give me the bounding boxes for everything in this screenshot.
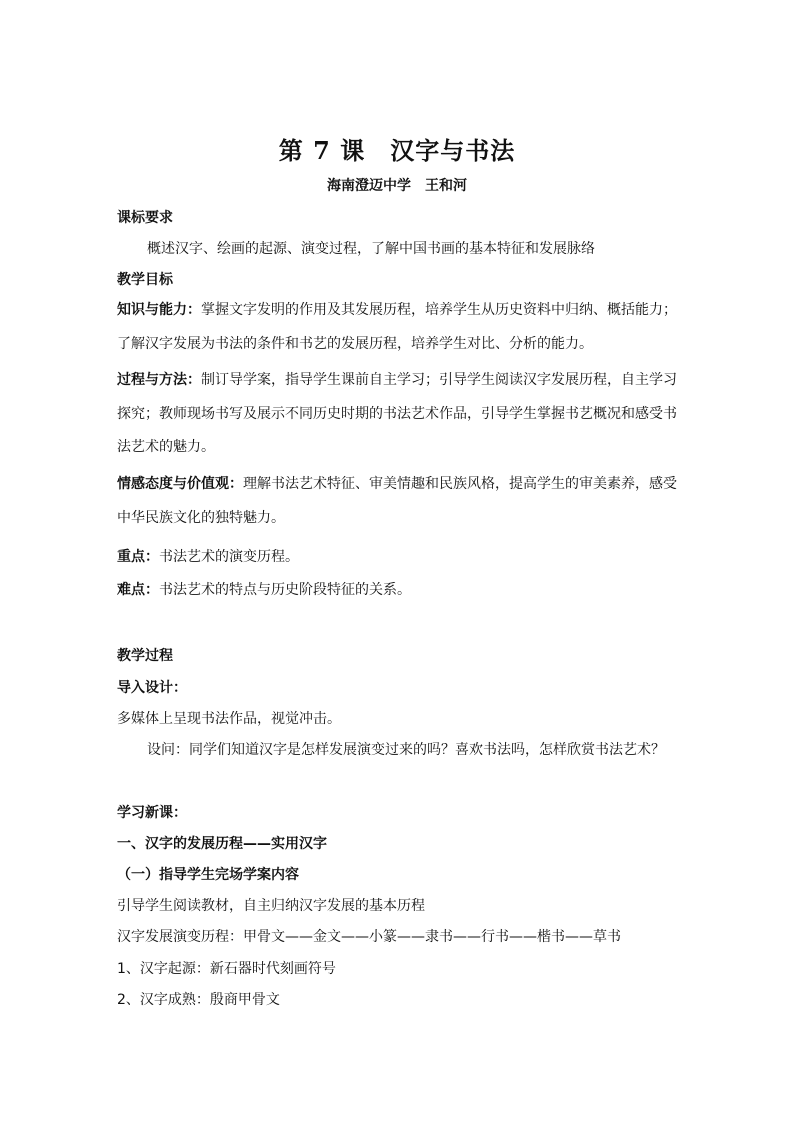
difficulty-text: 书法艺术的特点与历史阶段特征的关系。 bbox=[159, 582, 411, 598]
intro-question: 设问：同学们知道汉字是怎样发展演变过来的吗？喜欢书法吗，怎样欣赏书法艺术？ bbox=[147, 742, 665, 758]
process-heading: 教学过程 bbox=[117, 648, 173, 664]
author-line: 海南澄迈中学 王和河 bbox=[327, 178, 467, 194]
process-method-paragraph bbox=[117, 364, 677, 465]
new-lesson-heading: 学习新课： bbox=[117, 805, 187, 821]
knowledge-ability-paragraph bbox=[117, 294, 677, 361]
guide-text: 引导学生阅读教材，自主归纳汉字发展的基本历程 bbox=[117, 898, 425, 914]
page-title: 第 7 课 汉字与书法 bbox=[278, 136, 516, 165]
keypoint-label: 重点： bbox=[117, 549, 159, 565]
standards-text: 概述汉字、绘画的起源、演变过程，了解中国书画的基本特征和发展脉络 bbox=[147, 241, 595, 257]
objectives-heading: 教学目标 bbox=[117, 272, 173, 288]
difficulty-paragraph bbox=[117, 574, 677, 608]
list-item-maturity: 2、汉字成熟：殷商甲骨文 bbox=[117, 992, 280, 1008]
emotion-values-paragraph bbox=[117, 468, 677, 535]
keypoint-text: 书法艺术的演变历程。 bbox=[159, 549, 299, 565]
process-method-label: 过程与方法： bbox=[117, 372, 201, 388]
evolution-text: 汉字发展演变历程：甲骨文——金文——小篆——隶书——行书——楷书——草书 bbox=[117, 929, 621, 945]
emotion-values-label: 情感态度与价值观： bbox=[117, 476, 243, 492]
keypoint-paragraph bbox=[117, 541, 677, 575]
intro-heading: 导入设计： bbox=[117, 680, 187, 696]
standards-heading: 课标要求 bbox=[117, 210, 173, 226]
intro-text: 多媒体上呈现书法作品，视觉冲击。 bbox=[117, 711, 341, 727]
subsection-1-heading: （一）指导学生完场学案内容 bbox=[117, 867, 299, 883]
knowledge-ability-text: 掌握文字发明的作用及其发展历程，培养学生从历史资料中归纳、概括能力；了解汉字发展为书法的条件和书艺的发展历程，培养学生对比、分析的能力。 bbox=[117, 302, 677, 352]
difficulty-label: 难点： bbox=[117, 582, 159, 598]
emotion-values-text: 理解书法艺术特征、审美情趣和民族风格，提高学生的审美素养，感受中华民族文化的独特魅力。 bbox=[117, 476, 677, 526]
list-item-origin: 1、汉字起源：新石器时代刻画符号 bbox=[117, 961, 336, 977]
section-1-heading: 一、汉字的发展历程——实用汉字 bbox=[117, 836, 327, 852]
knowledge-ability-label: 知识与能力： bbox=[117, 302, 201, 318]
process-method-text: 制订导学案，指导学生课前自主学习；引导学生阅读汉字发展历程，自主学习探究；教师现场书写及展示不同历史时期的书法艺术作品，引导学生掌握书艺概况和感受书法艺术的魅力。 bbox=[117, 372, 677, 455]
